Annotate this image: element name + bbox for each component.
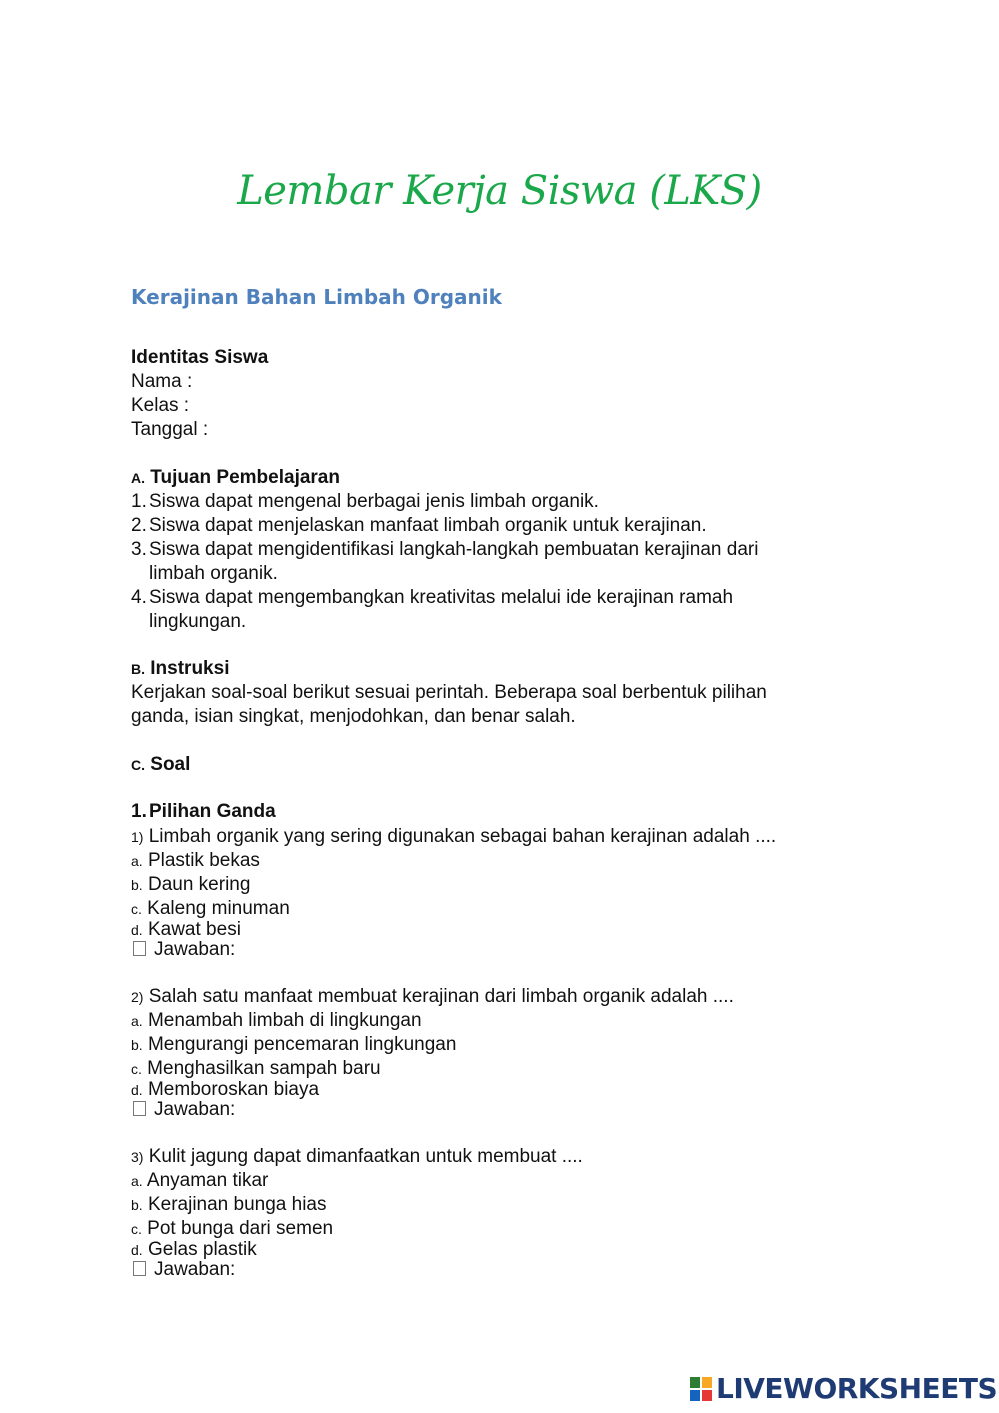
option-letter: d. [131,1082,143,1098]
option-text: Menambah limbah di lingkungan [147,1010,422,1031]
question [131,825,776,849]
option-b [131,1033,456,1057]
answer-label: Jawaban: [154,1099,236,1120]
option-letter: c. [131,901,142,917]
objective-text-continued: lingkungan. [149,611,247,632]
option-letter: b. [131,1197,143,1213]
answer-field[interactable] [131,1258,235,1282]
option-text: Menghasilkan sampah baru [147,1058,381,1079]
option-letter: a. [131,1173,143,1189]
section-a-heading [131,466,340,490]
identity-tanggal: Tanggal : [131,419,209,440]
question-text: Kulit jagung dapat dimanfaatkan untuk membuat .... [148,1146,583,1167]
page-subtitle: Kerajinan Bahan Limbah Organik [131,285,502,309]
objective-number: 4. [131,587,147,608]
objective-number: 1. [131,491,147,512]
option-b [131,873,250,897]
objective-text: Siswa dapat menjelaskan manfaat limbah organik untuk kerajinan. [149,515,707,536]
page-title: Lembar Kerja Siswa (LKS) [237,168,762,214]
option-text: Anyaman tikar [146,1170,269,1191]
answer-label: Jawaban: [154,939,236,960]
question-text: Limbah organik yang sering digunakan sebagai bahan kerajinan adalah .... [148,826,777,847]
part-1-number: 1. [131,801,147,822]
question [131,985,734,1009]
question-text: Salah satu manfaat membuat kerajinan dari limbah organik adalah .... [148,986,734,1007]
option-a [131,1169,268,1193]
question [131,1145,583,1169]
option-text: Kawat besi [147,919,241,940]
objective-text-continued: limbah organik. [149,563,278,584]
option-letter: a. [131,1013,143,1029]
option-text: Kerajinan bunga hias [147,1194,327,1215]
logo-square [690,1390,700,1401]
option-text: Daun kering [147,874,251,895]
answer-field[interactable] [131,1098,235,1122]
option-text: Gelas plastik [147,1239,257,1260]
instruction-text-continued: ganda, isian singkat, menjodohkan, dan benar salah. [131,706,576,727]
section-a-letter: A. [131,470,145,486]
logo-square [702,1377,712,1388]
section-c-title: Soal [150,754,191,775]
checkbox-icon [133,1101,146,1116]
objective-text: Siswa dapat mengenal berbagai jenis limbah organik. [149,491,599,512]
option-letter: b. [131,877,143,893]
section-b-letter: B. [131,661,145,677]
objective-item [131,490,599,514]
option-text: Mengurangi pencemaran lingkungan [147,1034,457,1055]
identity-heading: Identitas Siswa [131,347,269,368]
section-c-letter: C. [131,757,145,773]
objective-item [131,514,707,538]
checkbox-icon [133,941,146,956]
option-letter: c. [131,1061,142,1077]
option-b [131,1193,327,1217]
logo-square [690,1377,700,1388]
question-number: 2) [131,989,144,1005]
section-b-title: Instruksi [150,658,230,679]
logo-icon [690,1377,712,1401]
option-text: Kaleng minuman [147,898,290,919]
option-letter: d. [131,1242,143,1258]
option-letter: c. [131,1221,142,1237]
objective-number: 3. [131,539,147,560]
objective-item [131,586,733,610]
option-a [131,1009,422,1033]
question-number: 3) [131,1149,144,1165]
answer-field[interactable] [131,938,235,962]
option-letter: a. [131,853,143,869]
answer-label: Jawaban: [154,1259,236,1280]
section-c-heading [131,753,190,777]
objective-text: Siswa dapat mengembangkan kreativitas melalui ide kerajinan ramah [149,587,734,608]
objective-item [131,538,758,562]
question-number: 1) [131,829,144,845]
option-letter: d. [131,922,143,938]
part-1-title: Pilihan Ganda [149,801,276,822]
section-a-title: Tujuan Pembelajaran [150,467,340,488]
identity-nama: Nama : [131,371,193,392]
liveworksheets-logo [690,1372,998,1405]
objective-number: 2. [131,515,147,536]
part-1-heading [131,800,276,824]
section-b-heading [131,657,229,681]
logo-text: LIVEWORKSHEETS [716,1372,998,1405]
option-text: Plastik bekas [147,850,260,871]
logo-square [702,1390,712,1401]
option-text: Pot bunga dari semen [147,1218,334,1239]
identity-kelas: Kelas : [131,395,190,416]
objective-text: Siswa dapat mengidentifikasi langkah-langkah pembuatan kerajinan dari [149,539,759,560]
instruction-text: Kerjakan soal-soal berikut sesuai perintah. Beberapa soal berbentuk pilihan [131,682,767,703]
checkbox-icon [133,1261,146,1276]
option-letter: b. [131,1037,143,1053]
option-text: Memboroskan biaya [147,1079,320,1100]
option-a [131,849,260,873]
